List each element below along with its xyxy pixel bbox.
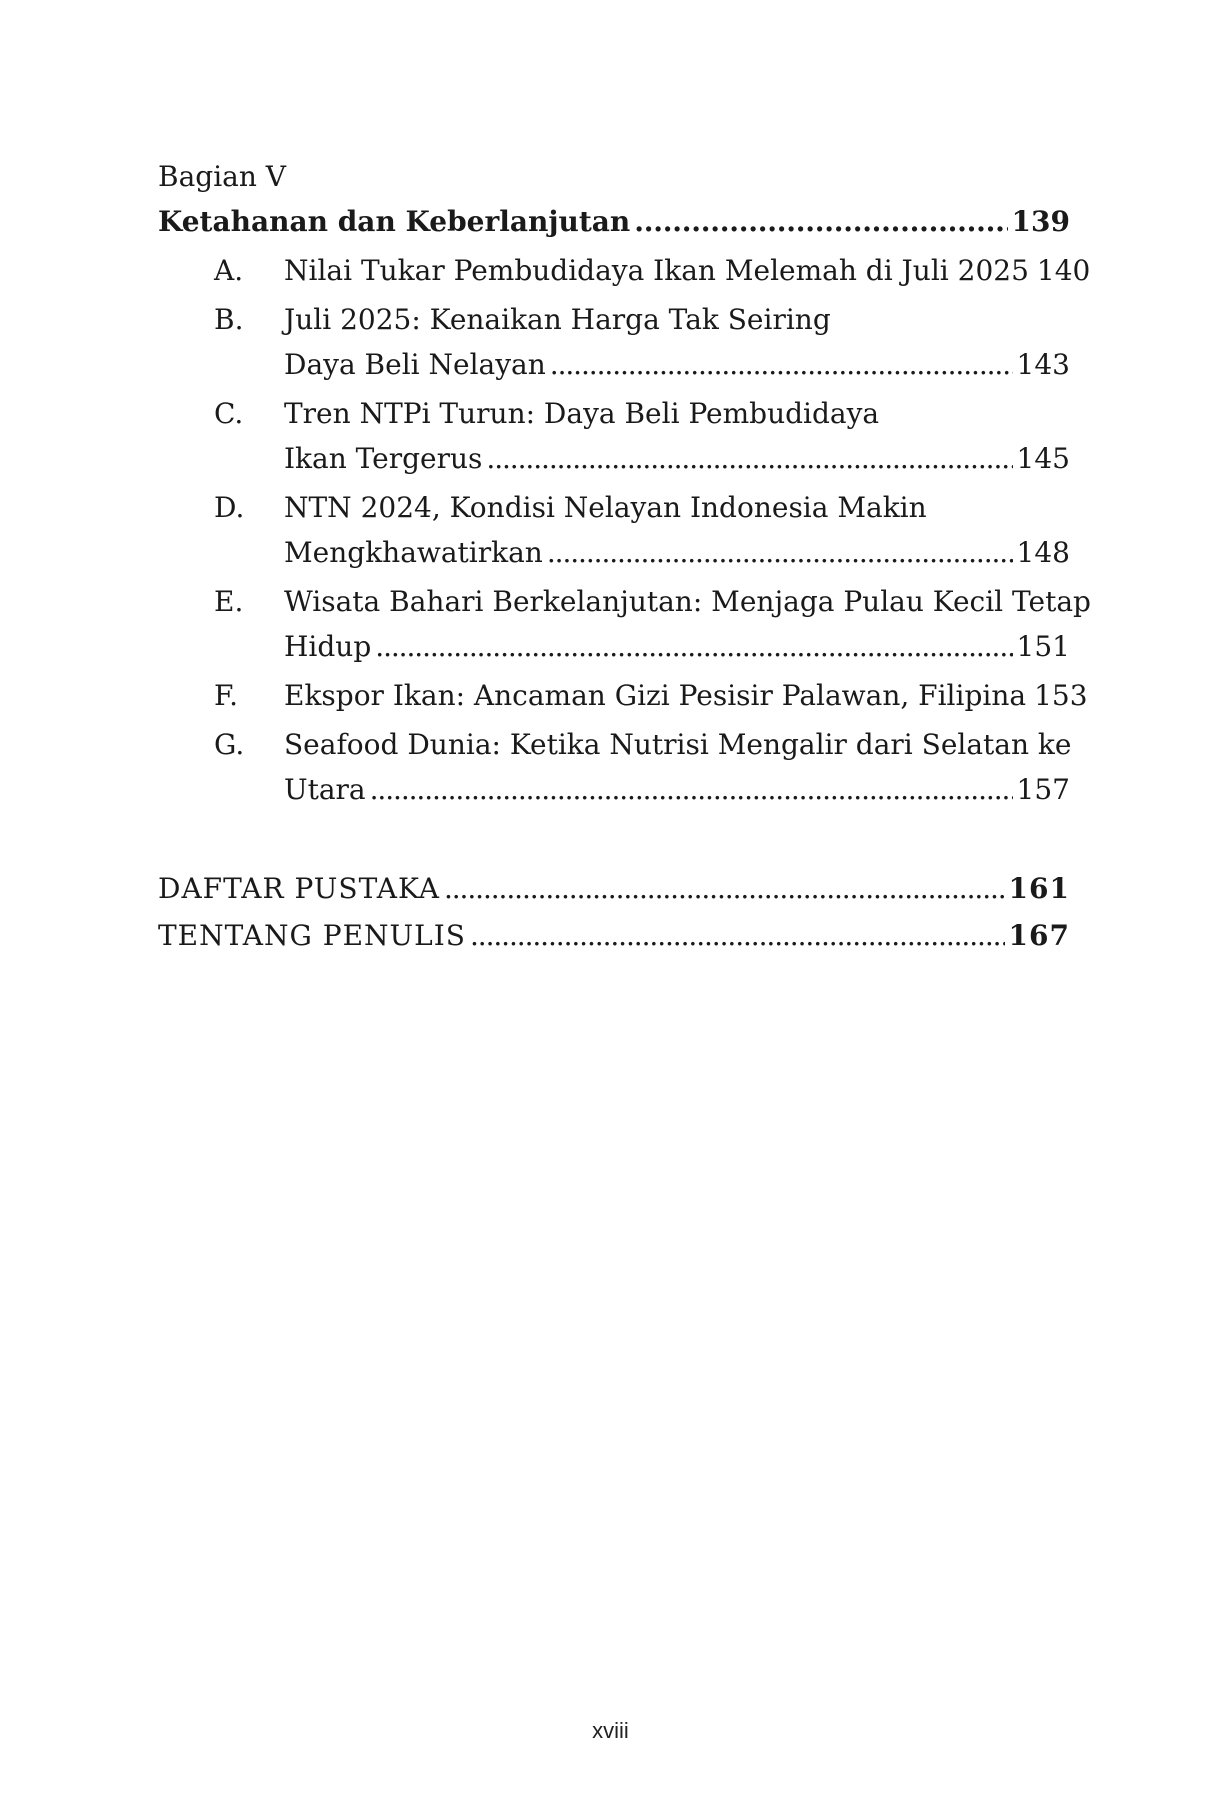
section-letter: G. [214, 728, 245, 761]
section-page-number: 157 [1016, 773, 1070, 806]
section-entry-e[interactable] [158, 579, 1091, 669]
section-letter: D. [214, 491, 245, 524]
section-title-line1: Juli 2025: Kenaikan Harga Tak Seiring [284, 303, 831, 336]
section-letter: F. [214, 679, 238, 712]
dot-leader [550, 342, 1013, 387]
section-title: Ekspor Ikan: Ancaman Gizi Pesisir Palawan, Filipina [284, 679, 1027, 712]
section-title-line2: Daya Beli Nelayan [284, 348, 546, 381]
dot-leader [444, 866, 1005, 911]
section-entry-g[interactable] [158, 722, 1070, 812]
end-page-number: 161 [1008, 872, 1070, 905]
spacer [158, 812, 1070, 864]
section-page-number: 143 [1016, 348, 1070, 381]
section-entry-b[interactable] [158, 297, 1070, 387]
section-page-number: 140 [1036, 254, 1091, 287]
dot-leader [375, 624, 1012, 669]
dot-leader [547, 530, 1013, 575]
end-entry-tentang-penulis[interactable] [158, 913, 1070, 958]
end-page-number: 167 [1008, 919, 1070, 952]
dot-leader [634, 199, 1007, 244]
part-label: Bagian V [158, 160, 286, 193]
section-title-line2: Hidup [284, 630, 372, 663]
end-title: TENTANG PENULIS [158, 919, 466, 952]
end-entry-daftar-pustaka[interactable] [158, 866, 1070, 911]
section-page-number: 145 [1016, 442, 1070, 475]
section-title-line1: Tren NTPi Turun: Daya Beli Pembudidaya [284, 397, 880, 430]
section-title-line2: Utara [284, 773, 366, 806]
section-entry-d[interactable] [158, 485, 1070, 575]
page-number-footer: xviii [592, 1718, 629, 1743]
part-page-number: 139 [1011, 205, 1070, 238]
section-letter: A. [214, 254, 244, 287]
section-list [158, 248, 1091, 812]
section-page-number: 148 [1016, 536, 1070, 569]
section-title-line2: Mengkhawatirkan [284, 536, 543, 569]
section-letter: C. [214, 397, 244, 430]
dot-leader [486, 436, 1012, 481]
end-title: DAFTAR PUSTAKA [158, 872, 440, 905]
section-letter: B. [214, 303, 244, 336]
part-title: Ketahanan dan Keberlanjutan [158, 205, 631, 238]
section-entry-c[interactable] [158, 391, 1070, 481]
section-title-line1: NTN 2024, Kondisi Nelayan Indonesia Makin [284, 491, 927, 524]
part-entry[interactable] [158, 199, 1070, 244]
section-page-number: 151 [1016, 630, 1070, 663]
dot-leader [470, 913, 1005, 958]
section-title-line1: Wisata Bahari Berkelanjutan: Menjaga Pulau Kecil Tetap [284, 585, 1091, 618]
section-entry-a[interactable] [158, 248, 1091, 293]
section-letter: E. [214, 585, 244, 618]
section-title-line1: Seafood Dunia: Ketika Nutrisi Mengalir dari Selatan ke [284, 728, 1072, 761]
section-entry-f[interactable] [158, 673, 1088, 718]
section-page-number: 153 [1034, 679, 1088, 712]
section-title: Nilai Tukar Pembudidaya Ikan Melemah di Juli 2025 [284, 254, 1029, 287]
dot-leader [370, 767, 1013, 812]
section-title-line2: Ikan Tergerus [284, 442, 483, 475]
table-of-contents [158, 154, 1091, 958]
